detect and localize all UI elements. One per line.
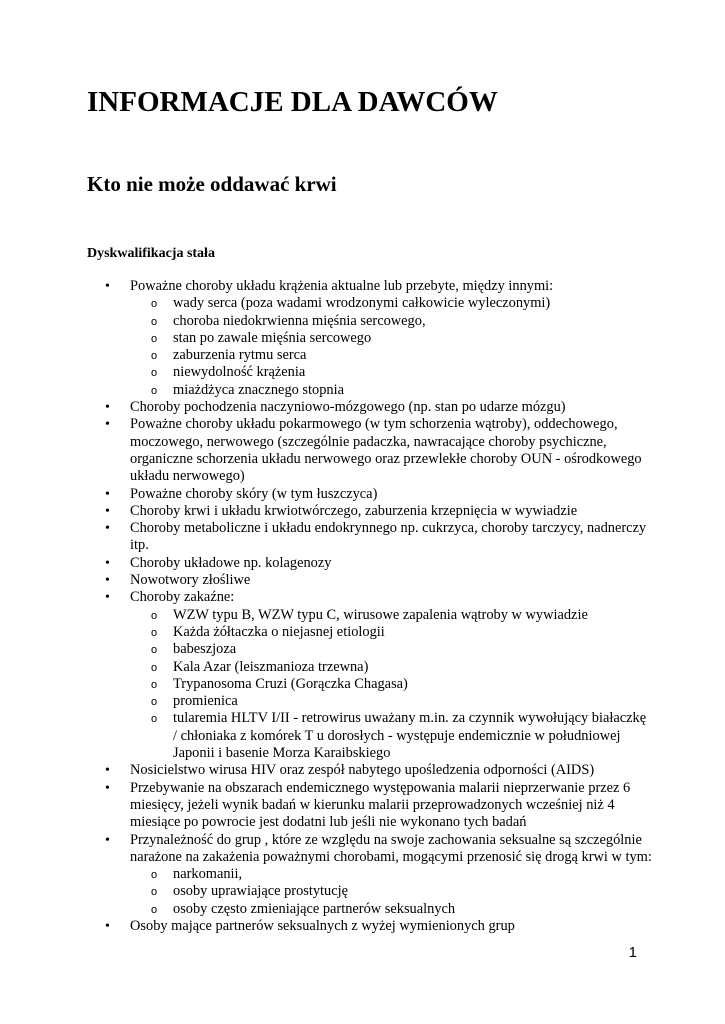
sub-list-item: o promienica <box>130 693 652 710</box>
sub-list-item: o zaburzenia rytmu serca <box>130 347 652 364</box>
sub-list-item: o stan po zawale mięśnia sercowego <box>130 330 652 347</box>
page-number: 1 <box>628 944 637 961</box>
sub-list-item: o Trypanosoma Cruzi (Gorączka Chagasa) <box>130 676 652 693</box>
list-item: • Nowotwory złośliwe <box>87 572 652 589</box>
sub-list-item: o babeszjoza <box>130 641 652 658</box>
sub-list <box>130 295 652 399</box>
sub-list-item: o tularemia HLTV I/II - retrowirus uważany m.in. za czynnik wywołujący białaczkę / chłoniaka z komórek T u dorosłych - występuje endemicznie w południowej Japonii i basenie Morza Karaibskiego <box>130 710 652 762</box>
sub-list-item: o Każda żółtaczka o niejasnej etiologii <box>130 624 652 641</box>
list-item: • Osoby mające partnerów seksualnych z wyżej wymienionych grup <box>87 918 652 935</box>
section-heading: Dyskwalifikacja stała <box>87 246 215 261</box>
list-item: • Choroby układowe np. kolagenozy <box>87 555 652 572</box>
sub-list-item: o choroba niedokrwienna mięśnia sercowego, <box>130 313 652 330</box>
list-item: • Poważne choroby układu krążenia aktualne lub przebyte, między innymi: o wady serca (poza wadami wrodzonymi całkowicie wyleczonymi) o choroba niedokrwienna mięśnia sercowego, o stan po zawale mięśnia sercowego o zaburzenia rytmu serca o niewydolność krążenia o miażdżyca znacznego stopnia <box>87 278 652 399</box>
sub-list-item: o osoby uprawiające prostytucję <box>130 883 652 900</box>
list-item: • Choroby metaboliczne i układu endokrynnego np. cukrzyca, choroby tarczycy, nadnerczy itp. <box>87 520 652 555</box>
sub-list <box>130 607 652 763</box>
page-subtitle: Kto nie może oddawać krwi <box>87 172 337 196</box>
page-title: INFORMACJE DLA DAWCÓW <box>87 86 498 118</box>
sub-list-item: o wady serca (poza wadami wrodzonymi całkowicie wyleczonymi) <box>130 295 652 312</box>
list-item: • Nosicielstwo wirusa HIV oraz zespół nabytego upośledzenia odporności (AIDS) <box>87 762 652 779</box>
sub-list-item: o niewydolność krążenia <box>130 364 652 381</box>
list-item: • Choroby krwi i układu krwiotwórczego, zaburzenia krzepnięcia w wywiadzie <box>87 503 652 520</box>
sub-list-item: o miażdżyca znacznego stopnia <box>130 382 652 399</box>
list-item: • Poważne choroby układu pokarmowego (w tym schorzenia wątroby), oddechowego, moczowego, nerwowego (szczególnie padaczka, nawracające choroby psychiczne, organiczne schorzenia układu nerwowego oraz przewlekłe choroby OUN - ośrodkowego układu nerwowego) <box>87 416 652 485</box>
list-item: • Przynależność do grup , które ze względu na swoje zachowania seksualne są szczególnie narażone na zakażenia poważnymi chorobami, mogącymi przenosić się drogą krwi w tym: o narkomanii, o osoby uprawiające prostytucję o osoby często zmieniające partnerów seksualnych <box>87 832 652 918</box>
list-item: • Choroby zakaźne: o WZW typu B, WZW typu C, wirusowe zapalenia wątroby w wywiadzie o Każda żółtaczka o niejasnej etiologii o babeszjoza o Kala Azar (leiszmanioza trzewna) o Trypanosoma Cruzi (Gorączka Chagasa) o promienica o tularemia HLTV I/II - retrowirus uważany m.in. za czynnik wywołujący białaczkę / chłoniaka z komórek T u dorosłych - występuje endemicznie w południowej Japonii i basenie Morza Karaibskiego <box>87 589 652 762</box>
list-item: • Poważne choroby skóry (w tym łuszczyca) <box>87 486 652 503</box>
sub-list-item: o narkomanii, <box>130 866 652 883</box>
disqualification-list <box>87 278 652 935</box>
list-item: • Choroby pochodzenia naczyniowo-mózgowego (np. stan po udarze mózgu) <box>87 399 652 416</box>
list-item: • Przebywanie na obszarach endemicznego występowania malarii nieprzerwanie przez 6 miesięcy, jeżeli wynik badań w kierunku malarii przeprowadzonych wcześniej niż 4 miesiące po powrocie jest dodatni lub jeśli nie wykonano tych badań <box>87 780 652 832</box>
sub-list <box>130 866 652 918</box>
sub-list-item: o WZW typu B, WZW typu C, wirusowe zapalenia wątroby w wywiadzie <box>130 607 652 624</box>
sub-list-item: o Kala Azar (leiszmanioza trzewna) <box>130 659 652 676</box>
sub-list-item: o osoby często zmieniające partnerów seksualnych <box>130 901 652 918</box>
